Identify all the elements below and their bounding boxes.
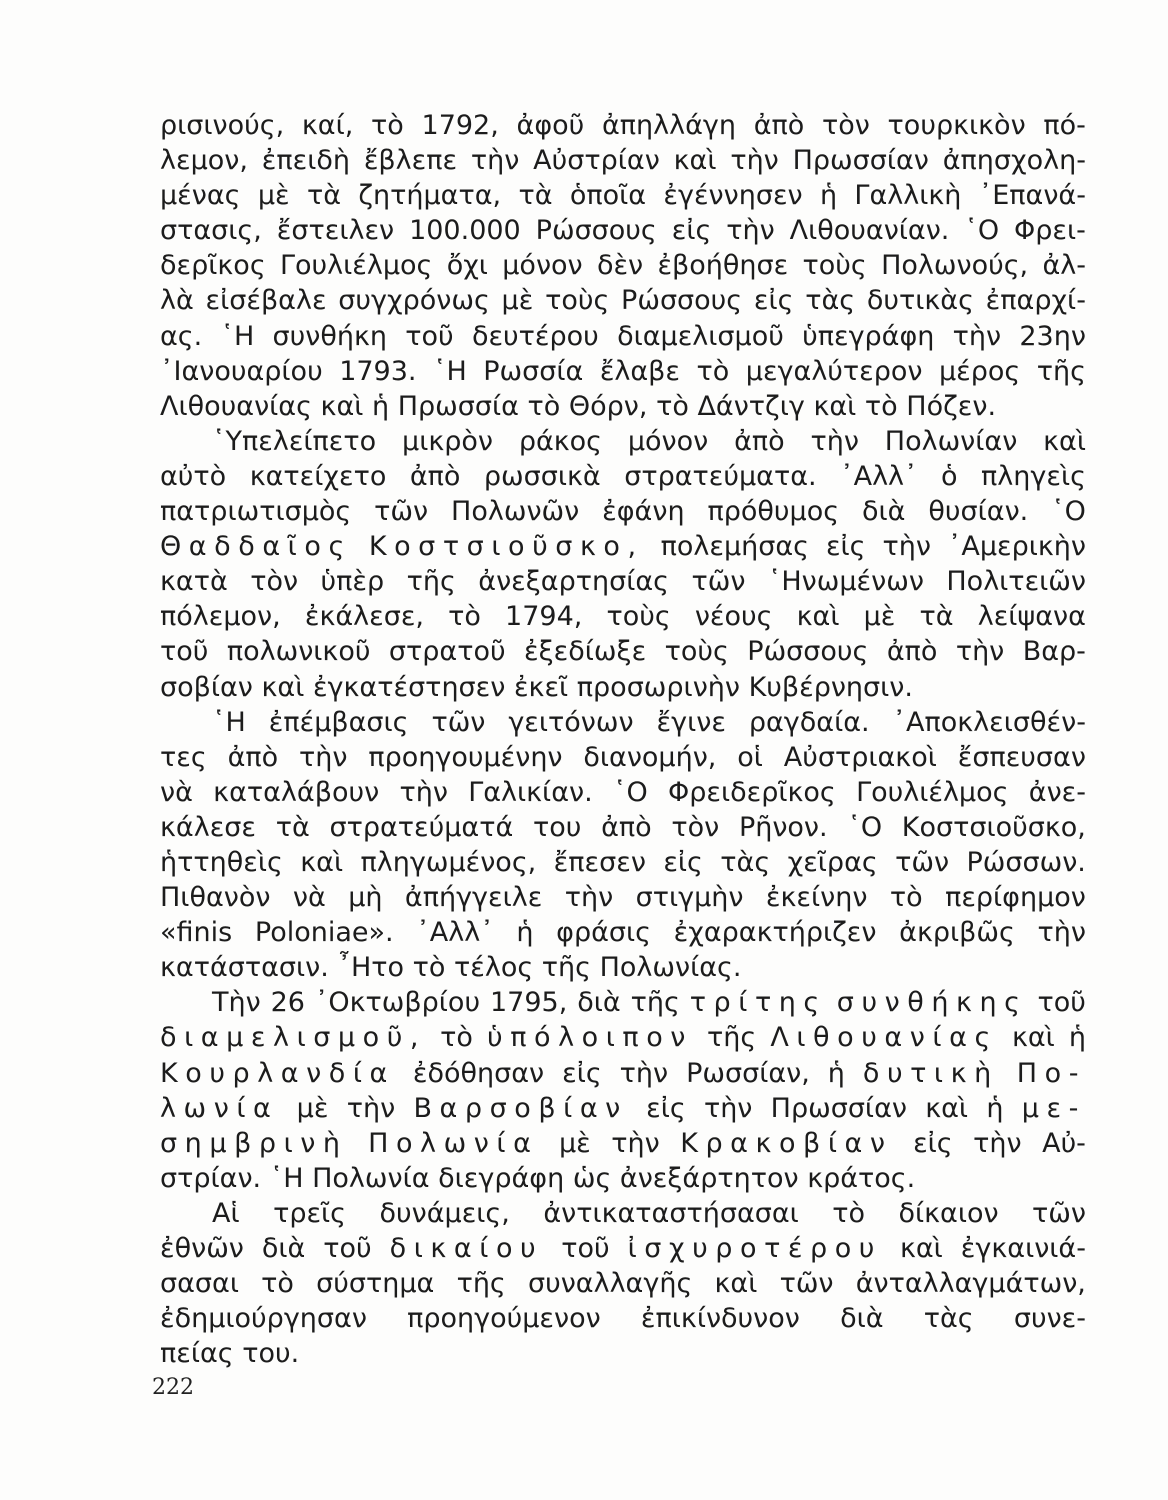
text-line: στασις, ἔστειλεν 100.000 Ρώσσους εἰς τὴν Λιθουανίαν. ῾Ο Φρει- xyxy=(160,215,1086,247)
text-line: Θαδδαῖος Κοστσιοῦσκο, πολεμήσας εἰς τὴν ᾿Αμερικὴν xyxy=(160,531,1086,563)
text-line: κατὰ τὸν ὑπὲρ τῆς ἀνεξαρτησίας τῶν ῾Ηνωμένων Πολιτειῶν xyxy=(160,566,1086,598)
text-line: σασαι τὸ σύστημα τῆς συναλλαγῆς καὶ τῶν ἀνταλλαγμάτων, xyxy=(160,1268,1086,1300)
text-line: λεμον, ἐπειδὴ ἔβλεπε τὴν Αὐστρίαν καὶ τὴν Πρωσσίαν ἀπησχολη- xyxy=(160,145,1086,177)
text-line: στρίαν. ῾Η Πολωνία διεγράφη ὡς ἀνεξάρτητον κράτος. xyxy=(160,1162,916,1194)
text-line: αὐτὸ κατείχετο ἀπὸ ρωσσικὰ στρατεύματα. ᾿Αλλ᾿ ὁ πληγεὶς xyxy=(160,460,1086,492)
text-line: πείας του. xyxy=(160,1338,300,1370)
text-line: ἐθνῶν διὰ τοῦ δικαίου τοῦ ἰσχυροτέρου καὶ ἐγκαινιά- xyxy=(160,1233,1086,1264)
text-line: Κουρλανδία ἐδόθησαν εἰς τὴν Ρωσσίαν, ἡ δυτικὴ Πο- xyxy=(160,1057,1086,1089)
paragraph xyxy=(160,424,1086,705)
body-text xyxy=(160,108,1086,1371)
text-line: τοῦ πολωνικοῦ στρατοῦ ἐξεδίωξε τοὺς Ρώσσους ἀπὸ τὴν Βαρ- xyxy=(160,636,1086,668)
text-line: τες ἀπὸ τὴν προηγουμένην διανομήν, οἱ Αὐστριακοὶ ἔσπευσαν xyxy=(160,741,1086,773)
text-line: ῾Υπελείπετο μικρὸν ράκος μόνον ἀπὸ τὴν Πολωνίαν καὶ xyxy=(212,425,1086,457)
text-line: ἐδημιούργησαν προηγούμενον ἐπικίνδυνον διὰ τὰς συνε- xyxy=(160,1303,1086,1335)
paragraph xyxy=(160,108,1086,424)
text-line: λὰ εἰσέβαλε συγχρόνως μὲ τοὺς Ρώσσους εἰς τὰς δυτικὰς ἐπαρχί- xyxy=(160,285,1086,317)
text-line: ῾Η ἐπέμβασις τῶν γειτόνων ἔγινε ραγδαία. ᾿Αποκλεισθέν- xyxy=(212,706,1086,738)
text-line: δερῖκος Γουλιέλμος ὄχι μόνον δὲν ἐβοήθησε τοὺς Πολωνούς, ἀλ- xyxy=(160,250,1086,282)
text-line: Πιθανὸν νὰ μὴ ἀπήγγειλε τὴν στιγμὴν ἐκείνην τὸ περίφημον xyxy=(160,882,1086,914)
text-line: πατριωτισμὸς τῶν Πολωνῶν ἐφάνη πρόθυμος διὰ θυσίαν. ῾Ο xyxy=(160,496,1086,528)
text-line: κατάστασιν. ῏Ητο τὸ τέλος τῆς Πολωνίας. xyxy=(160,952,742,984)
text-line: ρισινούς, καί, τὸ 1792, ἀφοῦ ἀπηλλάγη ἀπὸ τὸν τουρκικὸν πό- xyxy=(160,110,1086,141)
text-line: διαμελισμοῦ, τὸ ὑπόλοιπον τῆς Λιθουανίας καὶ ἡ xyxy=(160,1022,1086,1054)
text-line: σοβίαν καὶ ἐγκατέστησεν ἐκεῖ προσωρινὴν Κυβέρνησιν. xyxy=(160,671,913,703)
text-line: ᾿Ιανουαρίου 1793. ῾Η Ρωσσία ἔλαβε τὸ μεγαλύτερον μέρος τῆς xyxy=(160,355,1086,387)
page-number: 222 xyxy=(152,1375,194,1400)
text-line: λωνία μὲ τὴν Βαρσοβίαν εἰς τὴν Πρωσσίαν καὶ ἡ με- xyxy=(160,1092,1086,1124)
paragraph xyxy=(160,985,1086,1196)
text-line: κάλεσε τὰ στρατεύματά του ἀπὸ τὸν Ρῆνον. ῾Ο Κοστσιοῦσκο, xyxy=(160,811,1086,843)
text-line: πόλεμον, ἐκάλεσε, τὸ 1794, τοὺς νέους καὶ μὲ τὰ λείψανα xyxy=(160,601,1086,633)
text-line: Αἱ τρεῖς δυνάμεις, ἀντικαταστήσασαι τὸ δίκαιον τῶν xyxy=(212,1197,1086,1229)
text-line: ἡττηθεὶς καὶ πληγωμένος, ἔπεσεν εἰς τὰς χεῖρας τῶν Ρώσσων. xyxy=(160,846,1086,878)
text-line: Λιθουανίας καὶ ἡ Πρωσσία τὸ Θόρν, τὸ Δάντζιγ καὶ τὸ Πόζεν. xyxy=(160,390,997,422)
text-line: Τὴν 26 ᾿Οκτωβρίου 1795, διὰ τῆς τρίτης συνθήκης τοῦ xyxy=(212,987,1086,1019)
paragraph xyxy=(160,1196,1086,1371)
text-line: «finis Poloniae». ᾿Αλλ᾿ ἡ φράσις ἐχαρακτήριζεν ἀκριβῶς τὴν xyxy=(160,917,1086,949)
text-line: σημβρινὴ Πολωνία μὲ τὴν Κρακοβίαν εἰς τὴν Αὐ- xyxy=(160,1127,1086,1159)
text-line: μένας μὲ τὰ ζητήματα, τὰ ὁποῖα ἐγέννησεν ἡ Γαλλικὴ ᾿Επανά- xyxy=(160,180,1086,212)
text-line: ας. ῾Η συνθήκη τοῦ δευτέρου διαμελισμοῦ ὑπεγράφη τὴν 23ην xyxy=(160,320,1086,352)
text-line: νὰ καταλάβουν τὴν Γαλικίαν. ῾Ο Φρειδερῖκος Γουλιέλμος ἀνε- xyxy=(160,776,1086,808)
paragraph xyxy=(160,705,1086,986)
